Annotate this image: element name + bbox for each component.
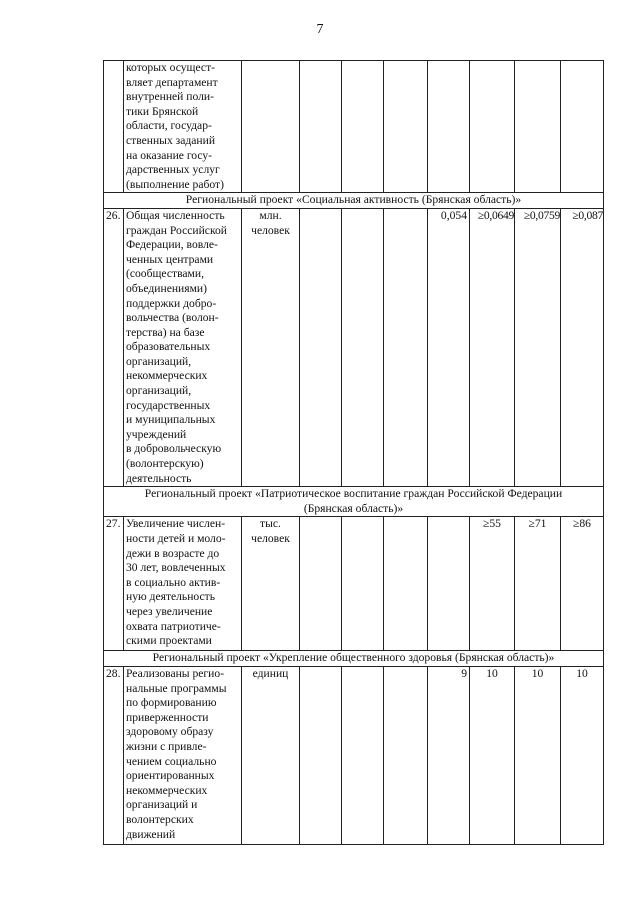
row-number: 28. xyxy=(104,667,124,845)
value-cell xyxy=(384,61,428,193)
value-cell: ≥0,0649 xyxy=(470,208,515,486)
row-number: 26. xyxy=(104,208,124,486)
value-cell: ≥86 xyxy=(561,517,604,651)
section-title: Региональный проект «Социальная активность (Брянская область)» xyxy=(104,193,604,209)
value-cell xyxy=(342,517,384,651)
section-title: Региональный проект «Патриотическое воспитание граждан Российской Федерации (Брянская область)» xyxy=(104,487,604,517)
indicator-description: Увеличение числен- ности детей и моло- дежи в возрасте до 30 лет, вовлеченных в социально актив- ную деятельность через увеличение охвата патриотиче- скими проектами xyxy=(124,517,242,651)
value-cell: 10 xyxy=(470,667,515,845)
value-cell: ≥71 xyxy=(515,517,561,651)
table-row-27 xyxy=(104,517,604,651)
value-cell xyxy=(300,61,342,193)
value-cell: 10 xyxy=(561,667,604,845)
value-cell xyxy=(384,208,428,486)
unit-cell xyxy=(242,61,300,193)
row-number: 27. xyxy=(104,517,124,651)
value-cell xyxy=(561,61,604,193)
value-cell: ≥0,087 xyxy=(561,208,604,486)
section-title: Региональный проект «Укрепление общественного здоровья (Брянская область)» xyxy=(104,651,604,667)
unit-of-measure: единиц xyxy=(242,667,300,845)
value-cell xyxy=(300,667,342,845)
section-header-row xyxy=(104,651,604,667)
table-row-continuation xyxy=(104,61,604,193)
value-cell xyxy=(515,61,561,193)
value-cell xyxy=(342,61,384,193)
value-cell xyxy=(384,667,428,845)
indicator-description: Реализованы регио- нальные программы по формированию приверженности здоровому образу жизни с привле- чением социально ориентированных некоммерческих организаций и волонтерских движений xyxy=(124,667,242,845)
value-cell xyxy=(428,517,470,651)
section-header-row xyxy=(104,487,604,517)
indicator-description: Общая численность граждан Российской Федерации, вовле- ченных центрами (сообществами, объединениями) поддержки добро- вольчества (волон- терства) на базе образовательных организаций, некоммерческих организаций, государственных и муниципальных учреждений в добровольческую (волонтерскую) деятельность xyxy=(124,208,242,486)
table-row-26 xyxy=(104,208,604,486)
value-cell: 9 xyxy=(428,667,470,845)
value-cell: 10 xyxy=(515,667,561,845)
value-cell xyxy=(300,208,342,486)
value-cell xyxy=(470,61,515,193)
value-cell xyxy=(342,667,384,845)
value-cell: ≥0,0759 xyxy=(515,208,561,486)
indicator-description: которых осущест- вляет департамент внутренней поли- тики Брянской области, государ- ственных заданий на оказание госу- дарственных услуг (выполнение работ) xyxy=(124,61,242,193)
value-cell xyxy=(428,61,470,193)
row-number-cell xyxy=(104,61,124,193)
unit-of-measure: млн. человек xyxy=(242,208,300,486)
page-number: 7 xyxy=(316,22,324,37)
indicators-table xyxy=(103,60,604,845)
value-cell xyxy=(300,517,342,651)
value-cell: 0,054 xyxy=(428,208,470,486)
value-cell xyxy=(384,517,428,651)
value-cell: ≥55 xyxy=(470,517,515,651)
unit-of-measure: тыс. человек xyxy=(242,517,300,651)
section-header-row xyxy=(104,193,604,209)
table-row-28 xyxy=(104,667,604,845)
value-cell xyxy=(342,208,384,486)
